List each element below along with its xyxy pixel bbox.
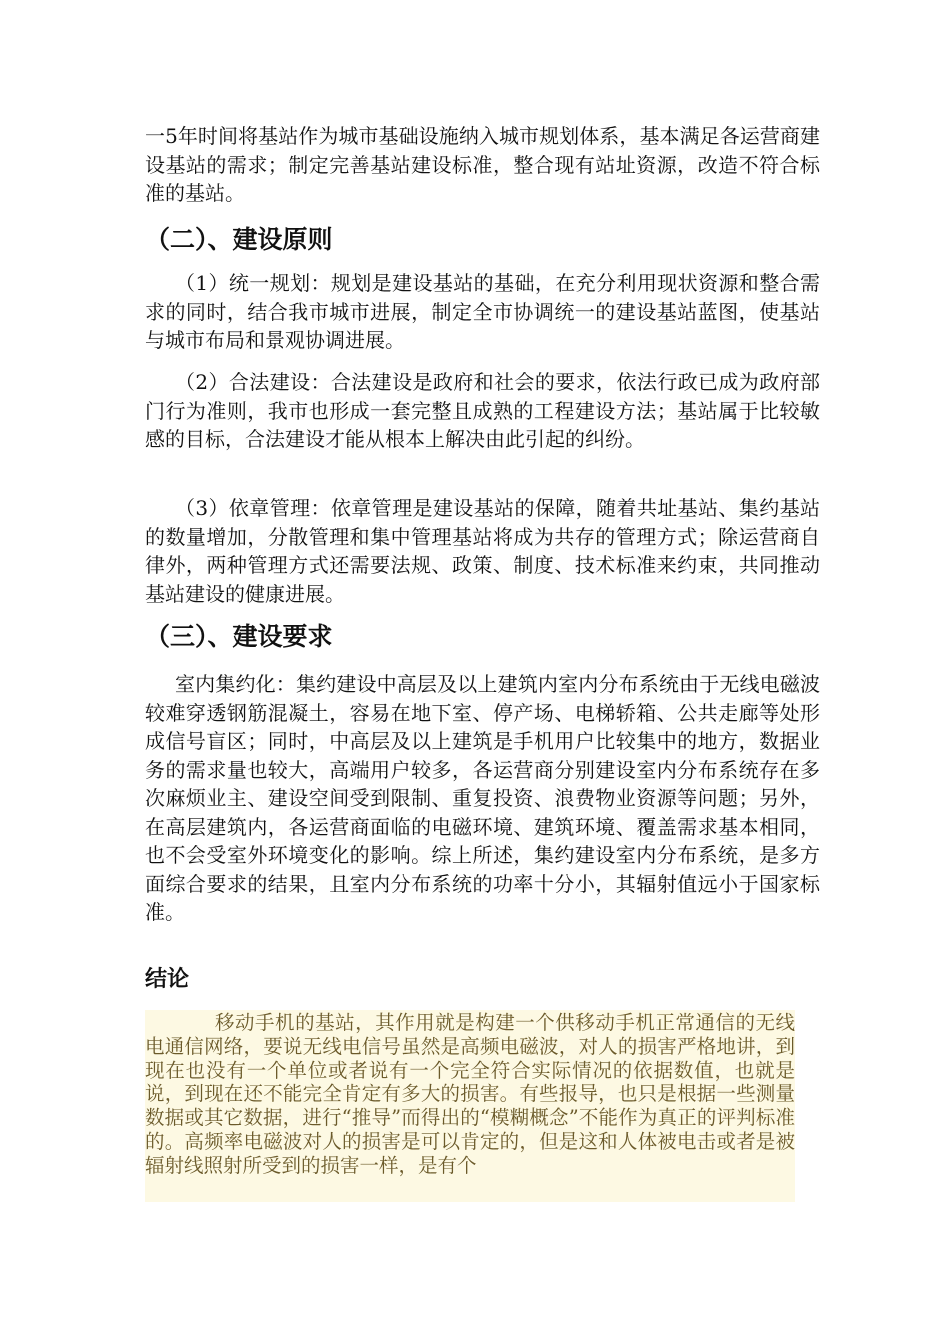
intro-paragraph: 一5年时间将基站作为城市基础设施纳入城市规划体系，基本满足各运营商建设基站的需求；制定完善基站建设标准，整合现有站址资源，改造不符合标准的基站。 bbox=[145, 124, 820, 205]
principle-item-3: （3）依章管理：依章管理是建设基站的保障，随着共址基站、集约基站的数量增加，分散管理和集中管理基站将成为共存的管理方式；除运营商自律外，两种管理方式还需要法规、政策、制度、技术标准来约束，共同推动基站建设的健康进展。 bbox=[145, 496, 820, 606]
conclusion-paragraph: 移动手机的基站，其作用就是构建一个供移动手机正常通信的无线电通信网络，要说无线电信号虽然是高频电磁波，对人的损害严格地讲，到现在也没有一个单位或者说有一个完全符合实际情况的依据数值，也就是说，到现在还不能完全肯定有多大的损害。有些报导，也只是根据一些测量数据或其它数据，进行“推导”而得出的“模糊概念”不能作为真正的评判标准的。高频率电磁波对人的损害是可以肯定的，但是这和人体被电击或者是被辐射线照射所受到的损害一样，是有个 bbox=[145, 1011, 795, 1177]
principle-item-2: （2）合法建设：合法建设是政府和社会的要求，依法行政已成为政府部门行为准则，我市也形成一套完整且成熟的工程建设方法；基站属于比较敏感的目标，合法建设才能从根本上解决由此引起的纠纷。 bbox=[145, 370, 820, 451]
section2-heading: （二）、建设原则 bbox=[145, 225, 333, 254]
principle-item-1: （1）统一规划：规划是建设基站的基础，在充分利用现状资源和整合需求的同时，结合我市城市进展，制定全市协调统一的建设基站蓝图，使基站与城市布局和景观协调进展。 bbox=[145, 271, 820, 352]
requirements-paragraph: 室内集约化：集约建设中高层及以上建筑内室内分布系统由于无线电磁波较难穿透钢筋混凝土，容易在地下室、停产场、电梯轿箱、公共走廊等处形成信号盲区；同时，中高层及以上建筑是手机用户比较集中的地方，数据业务的需求量也较大，高端用户较多，各运营商分别建设室内分布系统存在多次麻烦业主、建设空间受到限制、重复投资、浪费物业资源等问题；另外，在高层建筑内，各运营商面临的电磁环境、建筑环境、覆盖需求基本相同，也不会受室外环境变化的影响。综上所述，集约建设室内分布系统，是多方面综合要求的结果，且室内分布系统的功率十分小，其辐射值远小于国家标准。 bbox=[145, 672, 820, 924]
section3-heading: （三）、建设要求 bbox=[145, 622, 333, 651]
conclusion-heading: 结论 bbox=[145, 967, 190, 992]
